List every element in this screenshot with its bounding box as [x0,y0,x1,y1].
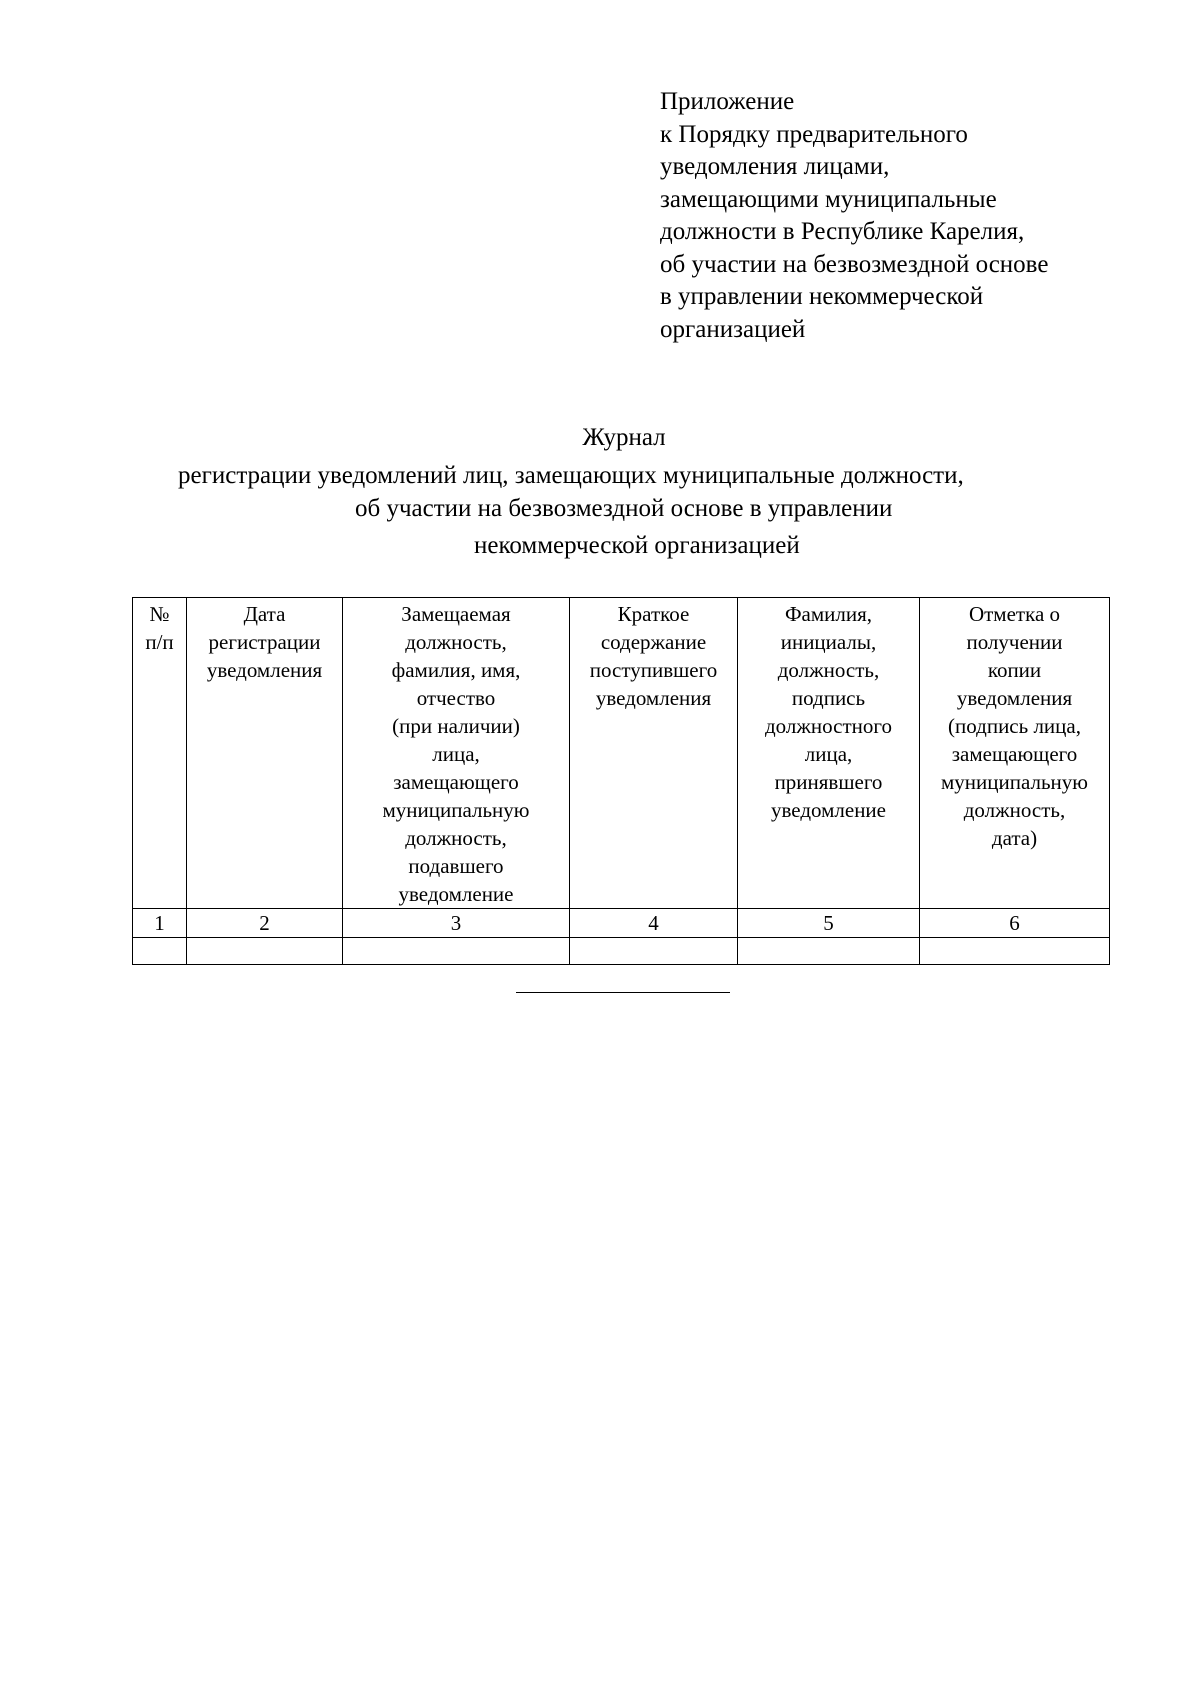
header-line: уведомление [770,798,886,822]
appendix-block [660,86,1160,346]
header-cell-number [133,598,187,909]
column-number-cell: 3 [343,909,570,938]
end-divider-line [516,992,730,993]
empty-cell [187,938,343,965]
header-line: регистрации [208,630,321,654]
header-line: лица, [804,742,853,766]
header-cell-date [187,598,343,909]
header-cell-copy-mark [920,598,1110,909]
table-header-row [133,598,1110,909]
journal-table [132,597,1110,965]
empty-cell [343,938,570,965]
header-line: Замещаемая [401,602,511,626]
header-line: № [149,602,170,626]
header-line: уведомления [956,686,1073,710]
header-line: должностного [765,714,892,738]
header-line: муниципальную [382,798,530,822]
header-cell-receiver [738,598,920,909]
column-number-cell: 1 [133,909,187,938]
header-line: замещающего [393,770,519,794]
appendix-line: уведомления лицами, [660,153,890,180]
header-line: отчество [416,686,496,710]
empty-cell [738,938,920,965]
header-line: уведомления [595,686,712,710]
header-line: Краткое [617,602,690,626]
header-line: должность, [405,630,507,654]
header-line: Дата [243,602,286,626]
appendix-line: должности в Республике Карелия, [660,218,1025,245]
header-line: (при наличии) [392,714,520,738]
column-number-row [133,909,1110,938]
column-number-cell: 2 [187,909,343,938]
header-line: муниципальную [941,770,1088,794]
appendix-line: к Порядку предварительного [660,120,968,148]
header-line: поступившего [589,658,718,682]
header-line: инициалы, [780,630,877,654]
appendix-line: в управлении некоммерческой [660,283,984,310]
header-line: должность, [777,658,880,682]
header-line: замещающего [951,742,1078,766]
header-line: лица, [432,742,480,766]
header-cell-position [343,598,570,909]
empty-cell [570,938,738,965]
header-line: фамилия, имя, [391,658,521,682]
journal-subtitle-line: некоммерческой организацией [474,532,800,559]
header-line: должность, [405,826,507,850]
header-line: подпись [791,686,866,710]
empty-cell [133,938,187,965]
header-line: копии [987,658,1042,682]
header-line: уведомление [398,882,514,906]
column-number-cell: 5 [738,909,920,938]
appendix-line: замещающими муниципальные [660,185,997,213]
journal-title: Журнал [582,424,666,451]
column-number-cell: 6 [920,909,1110,938]
journal-subtitle-line: регистрации уведомлений лиц, замещающих муниципальные должности, [178,462,964,489]
appendix-line: об участии на безвозмездной основе [660,250,1049,278]
header-line: содержание [600,630,707,654]
header-line: Фамилия, [784,602,873,626]
appendix-line: организацией [660,315,806,343]
header-line: подавшего [408,854,504,878]
header-line: уведомления [206,658,323,682]
appendix-line: Приложение [660,88,795,115]
header-line: п/п [145,630,174,654]
header-line: (подпись лица, [948,714,1081,738]
header-cell-summary [570,598,738,909]
column-number-cell: 4 [570,909,738,938]
header-line: принявшего [774,770,883,794]
journal-subtitle-line: об участии на безвозмездной основе в управлении [355,495,893,522]
header-line: дата) [991,826,1038,850]
table-row [133,938,1110,965]
header-line: Отметка о [968,602,1061,626]
empty-cell [920,938,1110,965]
header-line: должность, [963,798,1066,822]
header-line: получении [966,630,1063,654]
